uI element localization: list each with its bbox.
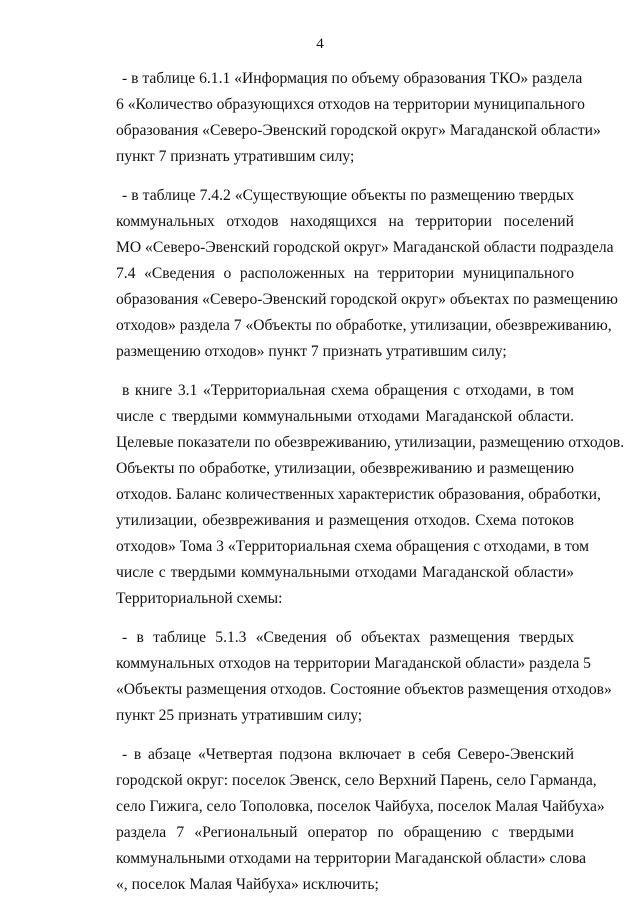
paragraph: [116, 183, 618, 365]
text-line: Территориальной схемы:: [116, 590, 283, 607]
text-line: числе с твердыми коммунальными отходами Магаданской области.: [116, 408, 574, 425]
document-body: [116, 66, 625, 898]
text-line: Объекты по обработке, утилизации, обезвреживанию и размещению: [116, 460, 574, 477]
text-line: коммунальными отходами на территории Магаданской области» слова: [116, 850, 587, 867]
paragraph: [116, 66, 601, 170]
text-line: «Объекты размещения отходов. Состояние объектов размещения отходов»: [116, 681, 612, 698]
text-line: «, поселок Малая Чайбуха» исключить;: [116, 876, 379, 893]
text-line: - в таблице 7.4.2 «Существующие объекты по размещению твердых: [122, 187, 574, 204]
text-line: образования «Северо-Эвенский городской округ» объектах по размещению: [116, 291, 618, 308]
text-line: - в таблице 5.1.3 «Сведения об объектах размещения твердых: [122, 629, 574, 646]
text-line: отходов» Тома 3 «Территориальная схема обращения с отходами, в том: [116, 538, 589, 555]
text-line: городской округ: поселок Эвенск, село Верхний Парень, село Гарманда,: [116, 772, 597, 789]
text-line: село Гижига, село Тополовка, поселок Чайбуха, поселок Малая Чайбуха»: [116, 798, 605, 815]
text-line: 6 «Количество образующихся отходов на территории муниципального: [116, 96, 585, 113]
text-line: МО «Северо-Эвенский городской округ» Магаданской области подраздела: [116, 239, 614, 256]
text-line: отходов» раздела 7 «Объекты по обработке, утилизации, обезвреживанию,: [116, 317, 612, 334]
page-number: 4: [316, 36, 324, 52]
paragraph: [116, 625, 612, 729]
text-line: пункт 25 признать утратившим силу;: [116, 707, 363, 724]
text-line: утилизации, обезвреживания и размещения отходов. Схема потоков: [116, 512, 574, 529]
text-line: образования «Северо-Эвенский городской округ» Магаданской области»: [116, 122, 601, 139]
text-line: 7.4 «Сведения о расположенных на территории муниципального: [116, 265, 574, 282]
text-line: раздела 7 «Региональный оператор по обращению с твердыми: [116, 824, 574, 841]
text-line: - в абзаце «Четвертая подзона включает в себя Северо-Эвенский: [122, 746, 574, 763]
text-line: пункт 7 признать утратившим силу;: [116, 148, 355, 165]
text-line: в книге 3.1 «Территориальная схема обращения с отходами, в том: [122, 382, 574, 399]
paragraph: [116, 378, 625, 612]
text-line: коммунальных отходов находящихся на территории поселений: [116, 213, 574, 230]
text-line: коммунальных отходов на территории Магаданской области» раздела 5: [116, 655, 591, 672]
text-line: отходов. Баланс количественных характеристик образования, обработки,: [116, 486, 601, 503]
text-line: - в таблице 6.1.1 «Информация по объему образования ТКО» раздела: [122, 70, 583, 87]
paragraph: [116, 742, 605, 898]
text-line: числе с твердыми коммунальными отходами Магаданской области»: [116, 564, 574, 581]
text-line: размещению отходов» пункт 7 признать утратившим силу;: [116, 343, 507, 360]
text-line: Целевые показатели по обезвреживанию, утилизации, размещению отходов.: [116, 434, 625, 451]
